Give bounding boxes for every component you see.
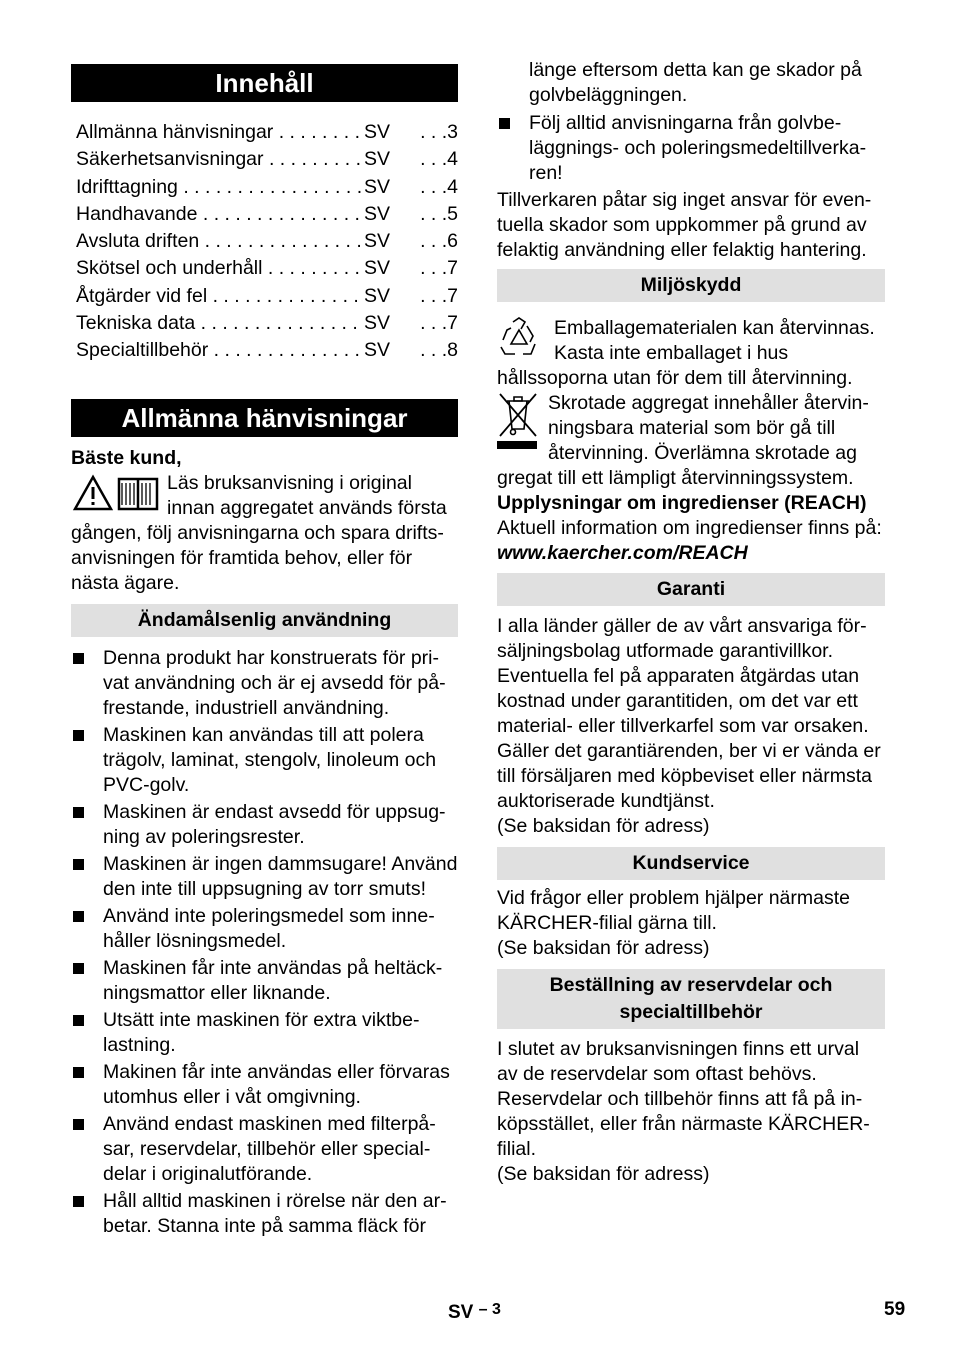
warning-triangle-book-icon xyxy=(71,471,163,513)
reach-heading: Upplysningar om ingredienser (REACH) xyxy=(497,492,867,514)
toc-title: Säkerhetsanvisningar . . . xyxy=(76,146,364,173)
list-item: Maskinen är ingen dammsugare! Använd den inte till uppsugning av torr smuts! xyxy=(71,852,458,902)
spares-address: (Se baksidan för adress) xyxy=(497,1163,710,1185)
disposal-side xyxy=(548,391,885,466)
toc-row[interactable] xyxy=(71,174,458,201)
toc-lang: SV xyxy=(364,202,391,225)
toc-row[interactable] xyxy=(71,119,458,146)
disposal-block xyxy=(497,391,885,466)
footer-section: SV xyxy=(448,1302,474,1323)
spares-text: I slutet av bruksanvisningen finns ett urval av de reservdelar som oftast behövs. Reservdelar och tillbehör finns att få på inköpsstället, eller från närmaste KÄRCHER-filial. xyxy=(497,1038,870,1160)
toc-page: . . .7 xyxy=(420,312,458,335)
toc-lang: SV xyxy=(364,284,391,307)
list-item: Makinen får inte användas eller förvaras utomhus eller i våt omgivning. xyxy=(71,1060,458,1110)
disposal-rest-text: gregat till ett lämpligt återvinningssystem. xyxy=(497,467,854,489)
list-item: Följ alltid anvisningarna från golvbeläggnings- och poleringsmedeltillverkaren! xyxy=(497,111,885,186)
list-item: Använd inte poleringsmedel som innehåller lösningsmedel. xyxy=(71,904,458,954)
toc-lang: SV xyxy=(364,257,391,280)
toc-page: . . .5 xyxy=(420,202,458,225)
intended-use-list xyxy=(71,646,458,1239)
environment-heading: Miljöskydd xyxy=(497,269,885,302)
right-bullets xyxy=(497,111,885,186)
toc-row[interactable] xyxy=(71,201,458,228)
warranty-heading: Garanti xyxy=(497,573,885,606)
toc-lang: SV xyxy=(364,148,391,171)
toc-title: Skötsel och underhåll . . . xyxy=(76,255,364,282)
page-number: 59 xyxy=(884,1299,906,1320)
weee-icon-wrap xyxy=(497,391,548,466)
toc-title: Åtgärder vid fel . . . xyxy=(76,283,364,310)
intro-block xyxy=(71,471,458,521)
service-address: (Se baksidan för adress) xyxy=(497,937,710,959)
greeting: Bäste kund, xyxy=(71,446,182,469)
toc-row[interactable] xyxy=(71,146,458,173)
contents-heading: Innehåll xyxy=(71,64,458,102)
warranty-address: (Se baksidan för adress) xyxy=(497,815,710,837)
toc-page: . . .7 xyxy=(420,257,458,280)
list-item: Håll alltid maskinen i rörelse när den arbetar. Stanna inte på samma fläck för xyxy=(71,1189,458,1239)
crossed-bin-icon xyxy=(497,391,539,455)
liability-text: Tillverkaren påtar sig inget ansvar för eventuella skador som uppkommer på grund av felaktig användning eller felaktig hantering. xyxy=(497,189,872,261)
packaging-rest-text: hållssoporna utan för dem till återvinning. xyxy=(497,367,853,389)
toc-lang: SV xyxy=(364,230,391,253)
toc-page: . . .4 xyxy=(420,148,458,171)
list-item: Maskinen kan användas till att polera trägolv, laminat, stengolv, linoleum och PVC-golv. xyxy=(71,723,458,798)
list-item: Maskinen är endast avsedd för uppsugning av poleringsrester. xyxy=(71,800,458,850)
footer-dash-page: – 3 xyxy=(478,1301,501,1318)
toc-lang: SV xyxy=(364,339,391,362)
list-item: Maskinen får inte användas på heltäckningsmattor eller liknande. xyxy=(71,956,458,1006)
toc-page: . . .4 xyxy=(420,175,458,198)
intro-rest-text: gången, följ anvisningarna och spara driftsanvisningen för framtida behov, eller för nästa ägare. xyxy=(71,521,444,594)
continued-text: länge eftersom detta kan ge skador på golvbeläggningen. xyxy=(529,59,862,106)
list-item: Utsätt inte maskinen för extra viktbelastning. xyxy=(71,1008,458,1058)
packaging-side-text: Emballagematerialen kan återvinnas. Kasta inte emballaget i hus xyxy=(554,317,875,364)
disposal-side-text: Skrotade aggregat innehåller återvinningsbara material som bör gå till xyxy=(548,392,869,439)
toc-lang: SV xyxy=(364,175,391,198)
list-item: Använd endast maskinen med filterpåsar, reservdelar, tillbehör eller specialdelar i originalutförande. xyxy=(71,1112,458,1187)
toc-title: Specialtillbehör . . . xyxy=(76,337,364,364)
service-heading: Kundservice xyxy=(497,847,885,880)
intended-use-heading: Ändamålsenlig användning xyxy=(71,604,458,637)
toc-lang: SV xyxy=(364,121,391,143)
toc-title: Tekniska data . . . xyxy=(76,310,364,337)
recycling-icon-wrap xyxy=(497,316,554,366)
toc-title: Idrifttagning . . . xyxy=(76,174,364,201)
warranty-text: I alla länder gäller de av vårt ansvariga försäljningsbolag utformade garantivillkor. Eventuella fel på apparaten åtgärdas utan kostnad under garantitiden, om det var ett material- eller tillverkarfel som var orsaken. Gäller det garantiärenden, ber vi er vända er till försäljaren med köpbeviset eller närmsta auktoriserade kundtjänst. xyxy=(497,615,881,812)
footer-section-label xyxy=(448,1297,501,1325)
toc-row[interactable] xyxy=(71,228,458,255)
general-heading: Allmänna hänvisningar xyxy=(71,399,458,437)
toc-title: Handhavande . . . xyxy=(76,201,364,228)
toc-page: . . .7 xyxy=(420,284,458,307)
intro-side-text: Läs bruksanvisning i original innan aggregatet används första xyxy=(167,471,447,519)
warning-manual-icons xyxy=(71,471,167,521)
toc-page: . . .8 xyxy=(420,339,458,362)
toc-row[interactable] xyxy=(71,283,458,310)
reach-link[interactable]: www.kaercher.com/REACH xyxy=(497,542,748,564)
packaging-block xyxy=(497,316,885,366)
spares-heading: Beställning av reservdelar och specialtillbehör xyxy=(497,969,885,1029)
toc-title: Avsluta driften . . . xyxy=(76,228,364,255)
table-of-contents xyxy=(71,119,458,365)
toc-row[interactable] xyxy=(71,337,458,364)
left-column xyxy=(71,64,458,1241)
toc-page: . . .6 xyxy=(420,230,458,253)
recycling-icon xyxy=(497,316,541,358)
list-item: Denna produkt har konstruerats för privat användning och är ej avsedd för påfrestande, industriell användning. xyxy=(71,646,458,721)
service-text: Vid frågor eller problem hjälper närmaste KÄRCHER-filial gärna till. xyxy=(497,887,850,934)
disposal-side-text-2: återvinning. Överlämna skrotade ag xyxy=(548,442,857,464)
toc-row[interactable] xyxy=(71,255,458,282)
toc-row[interactable] xyxy=(71,310,458,337)
right-column xyxy=(497,58,885,1187)
toc-title: Allmänna hänvisningar . . . xyxy=(76,119,364,146)
toc-lang: SV xyxy=(364,312,391,335)
reach-text: Aktuell information om ingredienser finns på: xyxy=(497,517,882,539)
toc-page: . . .3 xyxy=(420,121,458,143)
